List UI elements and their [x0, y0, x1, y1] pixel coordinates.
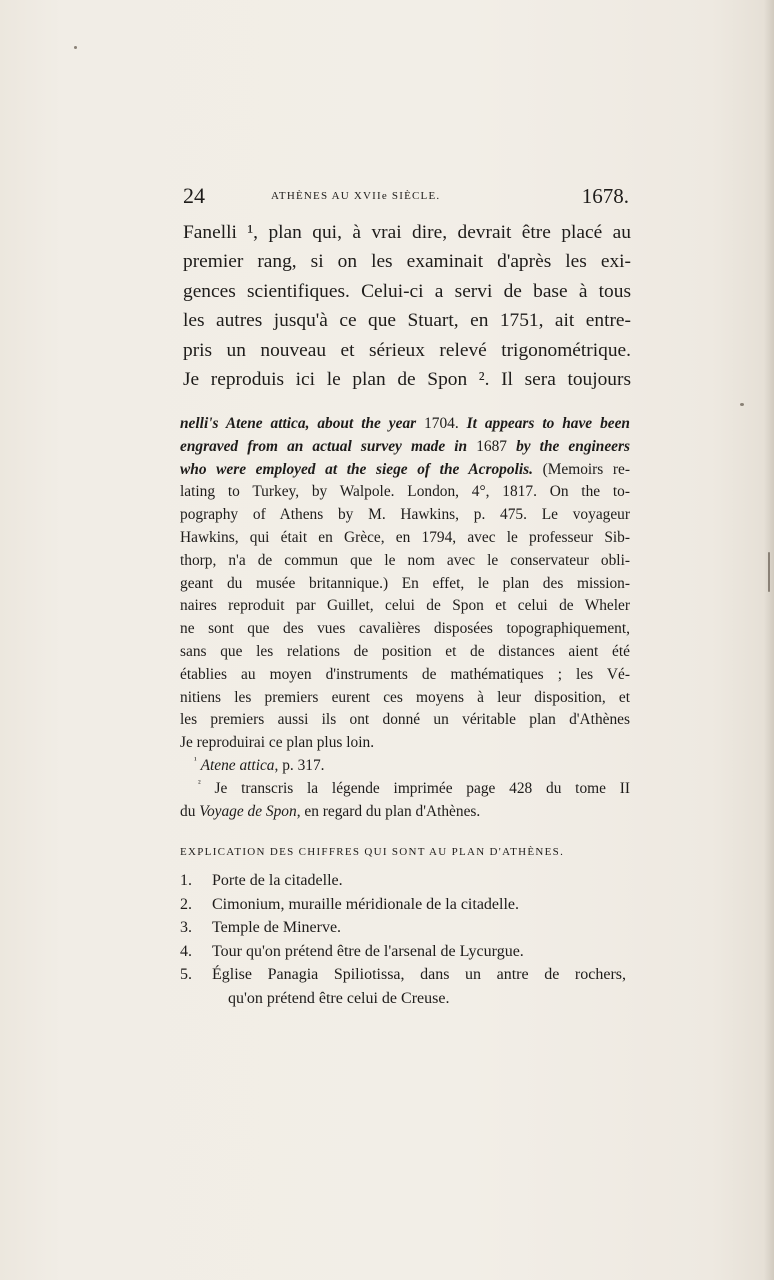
legend-number: 5.: [180, 966, 192, 983]
legend-text: Tour qu'on prétend être de l'arsenal de Lycurgue.: [212, 942, 524, 960]
legend-text: Église Panagia Spiliotissa, dans un antre de rochers,: [212, 966, 626, 983]
running-title: ATHÈNES AU XVIIe SIÈCLE.: [271, 190, 441, 202]
footnote-text: , p. 317.: [274, 756, 325, 774]
main-text: [183, 218, 631, 394]
footnote-line: [180, 459, 630, 482]
legend-title: EXPLICATION DES CHIFFRES QUI SONT AU PLAN D'ATHÈNES.: [180, 846, 565, 858]
footnote-line: pography of Athens by M. Hawkins, p. 475. Le voyageur: [180, 506, 630, 524]
text-line: premier rang, si on les examinait d'après les exi-: [183, 251, 631, 273]
legend-number: 1.: [180, 872, 192, 889]
cited-title: Atene attica: [200, 756, 275, 774]
footnote-line: thorp, n'a de commun que le nom avec le conservateur obli-: [180, 551, 630, 569]
footnote-line: [180, 801, 630, 824]
quoted-text: nelli's Atene attica, about the year: [180, 415, 425, 432]
legend-item: [180, 893, 630, 917]
legend-number: 4.: [180, 942, 192, 960]
footnote-line: nitiens les premiers eurent ces moyens à leur disposition, et: [180, 688, 630, 706]
text-line: gences scientifiques. Celui-ci a servi de base à tous: [183, 280, 631, 302]
text-line: Fanelli ¹, plan qui, à vrai dire, devrait être placé au: [183, 222, 631, 243]
cited-title: Voyage de Spon: [199, 802, 297, 820]
footnote-1: [180, 755, 630, 778]
footnote-text: , en regard du plan d'Athènes.: [296, 802, 481, 820]
footnote-line: sans que les relations de position et de distances aient été: [180, 642, 630, 660]
year-text: 1704.: [424, 415, 467, 432]
legend-text: qu'on prétend être celui de Creuse.: [228, 989, 450, 1007]
footnote-text: Je transcris la légende imprimée page 428 du tome II: [214, 779, 630, 797]
footnote-line: Hawkins, qui était en Grèce, en 1794, avec le professeur Sib-: [180, 528, 630, 546]
legend-text: Porte de la citadelle.: [212, 872, 343, 889]
quoted-text: who were employed at the siege of the Acropolis.: [180, 460, 533, 478]
footnote-line: [180, 436, 630, 459]
legend-item: [180, 916, 630, 940]
legend-list: [180, 869, 630, 1010]
legend-item: [180, 963, 630, 987]
footnote-line: établies au moyen d'instruments de mathématiques ; les Vé-: [180, 665, 630, 683]
page-edge-shadow: [764, 0, 774, 1280]
footnote-line: les premiers aussi ils ont donné un véritable plan d'Athènes: [180, 711, 630, 729]
footnote-line: naires reproduit par Guillet, celui de Spon et celui de Wheler: [180, 597, 630, 615]
paper-speck: [74, 46, 77, 49]
quoted-text: by the engineers: [516, 437, 630, 455]
quoted-text: It appears to have been: [466, 415, 630, 432]
legend-item-continuation: [180, 987, 630, 1011]
legend-item: [180, 940, 630, 964]
page-number: 24: [183, 183, 205, 208]
footnote-marker: ¹: [194, 754, 197, 765]
paper-speck: [768, 552, 770, 592]
legend-number: 2.: [180, 895, 192, 913]
text-line: les autres jusqu'à ce que Stuart, en 1751, ait entre-: [183, 310, 631, 332]
quoted-text: engraved from an actual survey made in: [180, 437, 477, 455]
footnote-2: [180, 778, 630, 801]
footnote-line: ne sont que des vues cavalières disposées topographiquement,: [180, 620, 630, 638]
legend-text: Temple de Minerve.: [212, 919, 342, 936]
footnote-text: (Memoirs re-: [532, 460, 630, 478]
footnotes: [180, 413, 630, 823]
text-line: Je reproduis ici le plan de Spon ². Il sera toujours: [183, 368, 631, 390]
footnote-line: Je reproduirai ce plan plus loin.: [180, 734, 375, 752]
footnote-line: [180, 413, 630, 436]
legend-number: 3.: [180, 919, 192, 936]
footnote-text: du: [180, 802, 200, 820]
header-year: 1678.: [581, 184, 629, 208]
footnote-marker: ²: [198, 777, 201, 788]
page-header: [183, 183, 631, 211]
footnote-line: geant du musée britannique.) En effet, le plan des mission-: [180, 574, 630, 592]
footnote-line: lating to Turkey, by Walpole. London, 4°, 1817. On the to-: [180, 483, 630, 501]
legend-item: [180, 869, 630, 893]
text-line: pris un nouveau et sérieux relevé trigonométrique.: [183, 339, 631, 361]
paper-speck: [740, 403, 744, 406]
legend-text: Cimonium, muraille méridionale de la citadelle.: [212, 895, 520, 913]
year-text: 1687: [476, 437, 517, 455]
